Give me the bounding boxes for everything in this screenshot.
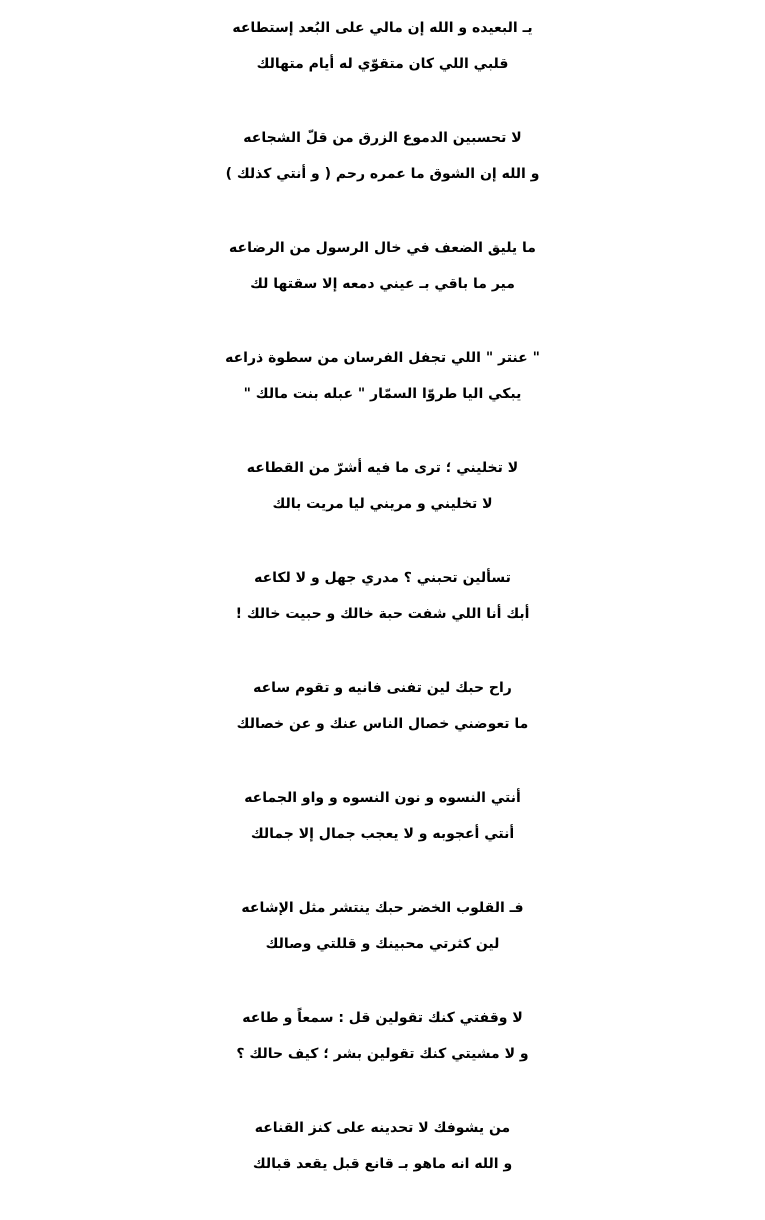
verse-line: لا تخليني و مريني ليا مريت بالك: [272, 496, 493, 512]
stanza-6: [0, 560, 765, 670]
stanza-2: [0, 120, 765, 230]
verse-line: يـ البعيده و الله إن مالي على البُعد إستطاعه: [232, 20, 533, 36]
verse-line: ما تعوضني خصال الناس عنك و عن خصالك: [236, 716, 529, 732]
stanza-7: [0, 670, 765, 780]
verse-line: أبك أنا اللي شفت حبة خالك و حبيت خالك !: [235, 606, 530, 622]
stanza-3: [0, 230, 765, 340]
stanza-11: [0, 1110, 765, 1220]
stanza-8: [0, 780, 765, 890]
verse-line: و الله إن الشوق ما عمره رحم ( و أنتي كذلك ): [225, 166, 540, 182]
stanza-9: [0, 890, 765, 1000]
stanza-5: [0, 450, 765, 560]
verse-line: ما يليق الضعف في خال الرسول من الرضاعه: [229, 240, 536, 256]
verse-line: و لا مشيتي كنك تقولين بشر ؛ كيف حالك ؟: [236, 1046, 529, 1062]
verse-line: أنتي النسوه و نون النسوه و واو الجماعه: [244, 790, 521, 806]
verse-line: من يشوفك لا تحدينه على كنز القناعه: [254, 1120, 511, 1136]
stanza-10: [0, 1000, 765, 1110]
verse-line: لا تحسبين الدموع الزرق من قلّ الشجاعه: [243, 130, 522, 146]
verse-line: أنتي أعجوبه و لا يعجب جمال إلا جمالك: [250, 826, 515, 842]
verse-line: راح حبك لين تفنى فانيه و تقوم ساعه: [253, 680, 512, 696]
verse-line: يبكي اليا طروّا السمّار " عبله بنت مالك ": [243, 386, 522, 402]
verse-line: " عنتر " اللي تجفل الفرسان من سطوة ذراعه: [225, 350, 540, 366]
verse-line: تسألين تحبني ؟ مدري جهل و لا لكاعه: [254, 570, 511, 586]
verse-line: و الله انه ماهو بـ قانع قبل يقعد قبالك: [252, 1156, 513, 1172]
stanza-4: [0, 340, 765, 450]
verse-line: لين كثرتي محبينك و قللتي وصالك: [265, 936, 500, 952]
verse-line: فـ القلوب الخضر حبك ينتشر مثل الإشاعه: [241, 900, 524, 916]
verse-line: لا وقفتي كنك تقولين قل : سمعاً و طاعه: [242, 1010, 523, 1026]
verse-line: لا تخليني ؛ ترى ما فيه أشرّ من القطاعه: [246, 460, 519, 476]
stanza-1: [0, 10, 765, 120]
verse-line: مير ما باقي بـ عيني دمعه إلا سقتها لك: [250, 276, 515, 292]
verse-line: قلبي اللي كان متقوّي له أيام متهالك: [256, 56, 509, 72]
